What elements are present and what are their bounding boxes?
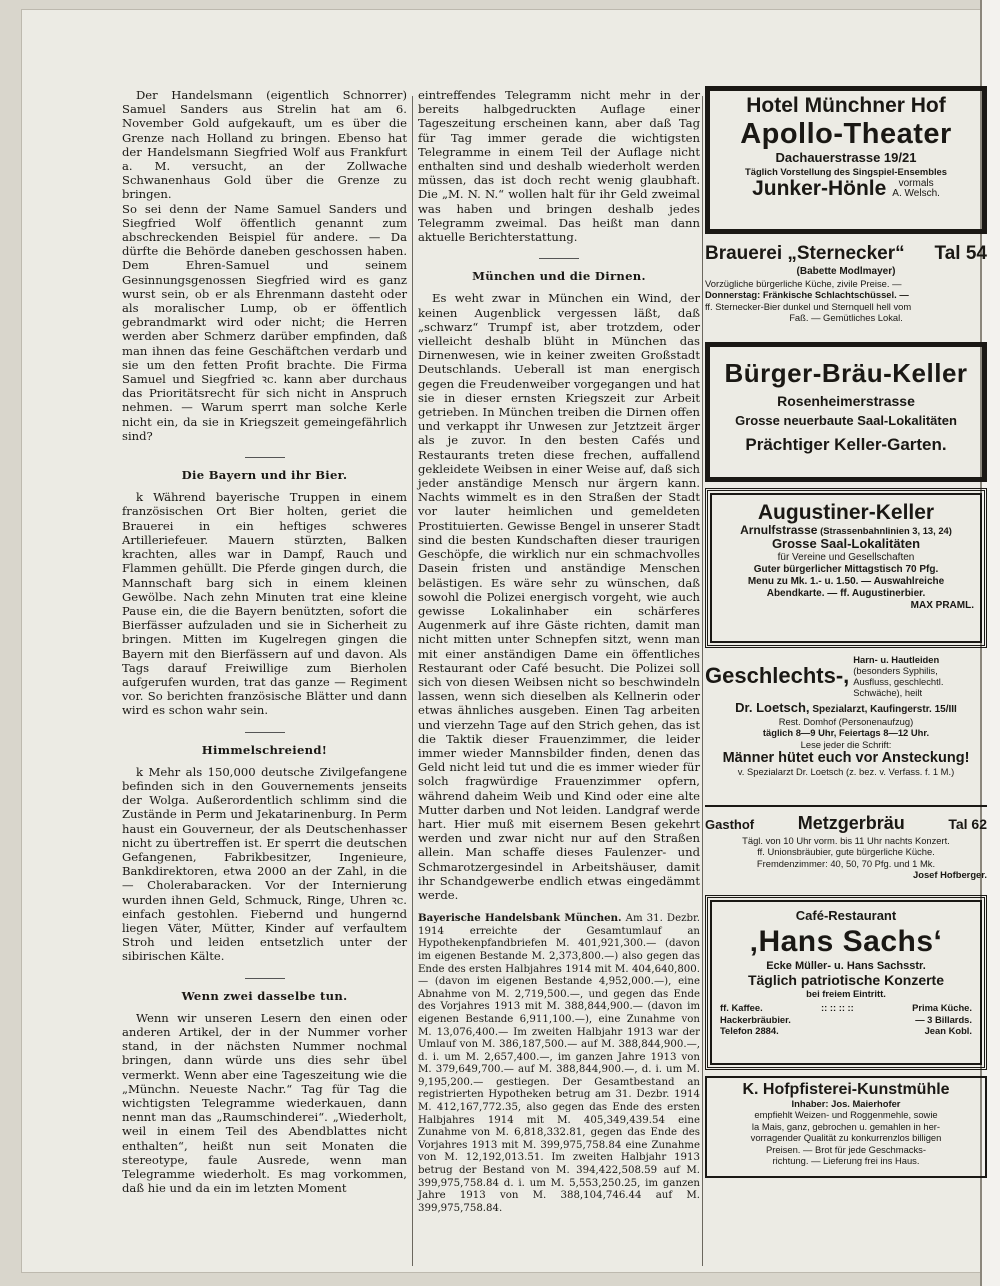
- hotel-owner: Junker-Hönle: [752, 177, 887, 201]
- sachs-name: ‚Hans Sachs‘: [749, 925, 943, 958]
- buerger-street: Rosenheimerstrasse: [777, 393, 915, 409]
- loetsch-side: Ausfluss, geschlechtl.: [853, 676, 944, 687]
- metzger-gasthof: Gasthof: [705, 817, 755, 832]
- ad-metzgerbraeu: [705, 805, 987, 889]
- loetsch-side: (besonders Syphilis,: [853, 665, 938, 676]
- metzger-owner: Josef Hofberger.: [913, 869, 987, 881]
- article-paragraph: Es weht zwar in München ein Wind, der keinen Augenblick vergessen läßt, daß „schwarz“ Trumpf ist, aber trotzdem, oder vielleicht deshalb blüht in München das Dirnenwesen, wie in keiner zweiten Großstadt Deutschlands. Ueberall ist man energisch gegen die Freudenweiber vorgegangen und hat sie in dieser ernsten Kriegszeit zur Arbeit getrieben. In München treiben die Dirnen offen und verkappt ihr Unwesen zur Jetztzeit ärger als je zuvor. In den besten Cafés und Restaurants treten diese frechen, auffallend gekleidete Weibsen in einer Weise auf, daß sich jeder anständige Mensch nur ärgern kann. Nachts wimmelt es in den Straßen der Stadt vor lauter heimlichen und gemeldeten Prostituierten. Gewisse Bengel in unserer Stadt sind die besten Kundschaften dieser traurigen Geschöpfe, die wirklich nur ein schmachvolles Dasein fristen und anständige Menschen belästigen. Es wäre sehr zu wünschen, daß sowohl die Polizei energisch vorgeht, wie auch gewisse Lokalinhaber ein schärferes Augenmerk auf ihre Gäste richten, damit man nicht mitten unter Schnepfen sitzt, wenn man mit einer anständigen Dame ein öffentliches Restaurant oder Café besucht. Die Polizei soll sich von diesen Weibsen nicht so beschwindeln lassen, wenn sich dieselben als Kellnerin oder etwas ähnliches ausgeben. Einen Tag arbeiten und vierzehn Tage auf den Strich gehen, das ist die Taktik dieser Frauenzimmer, die leider immer wieder Mannsbilder finden, denen das Geld nicht leid tut und die es immer wieder für solch fragwürdige Frauenzimmer opfern, während daheim Weib und Kind oder eine alte Mutter darben und Not leiden. Landgraf werde hart. Hier muß mit eisernem Besen gekehrt werden und zwar nicht nur auf den Straßen allein. Man schaffe dieses Faulenzer- und Schmarotzergesindel in Arbeitshäuser, damit ihr Schandgewerbe endlich etwas eingedämmt werde.: [418, 291, 700, 902]
- ad-hofpfisterei: [705, 1076, 987, 1178]
- column-rule: [412, 96, 413, 1266]
- ad-dr-loetsch: [705, 654, 987, 799]
- sternecker-line: Vorzügliche bürgerliche Küche, zivile Preise. —: [705, 278, 902, 289]
- sachs-coffee: ff. Kaffee.: [720, 1002, 763, 1014]
- metzger-name: Metzgerbräu: [797, 813, 905, 833]
- loetsch-side: Harn- u. Hautleiden: [853, 654, 940, 665]
- loetsch-doctor-info: Spezialarzt, Kaufingerstr. 15/III: [812, 704, 957, 715]
- article-paragraph: k Mehr als 150,000 deutsche Zivilgefangene befinden sich in den Gouvernements jenseits der Wolga. Außerordentlich schlimm sind die Zustände in Perm und Jekatarinenburg. In Perm haust ein Gouverneur, der als Deutschenhasser nicht zu übertreffen ist. Er sperrt die deutschen Gefangenen, Fabrikbesitzer, Ingenieure, Bankdirektoren, etwa 2000 an der Zahl, in die — Cholerabaracken. Vor der Internierung wurden ihnen Geld, Schmuck, Ringe, Uhren ꝛc. einfach gestohlen. Fiebernd und hungernd liegen Väter, Mütter, Kinder auf verfaultem Stroh und leiden entsetzlich unter der sibirischen Kälte.: [122, 764, 407, 964]
- sachs-owner: Jean Kobl.: [924, 1025, 972, 1037]
- article-column-1: [122, 88, 407, 1195]
- sternecker-owner: (Babette Modlmayer): [796, 266, 896, 277]
- column-rule: [702, 96, 703, 1266]
- hofpf-name: K. Hofpfisterei-Kunstmühle: [742, 1081, 950, 1098]
- augustiner-line: für Vereine und Gesellschaften: [777, 552, 915, 564]
- hotel-address: Dachauerstrasse 19/21: [775, 150, 917, 165]
- article-heading: Wenn zwei dasselbe tun.: [122, 978, 407, 1003]
- ad-hotel-muenchner-hof: [705, 86, 987, 234]
- augustiner-line: Grosse Saal-Lokalitäten: [771, 536, 921, 552]
- hofpf-line: la Mais, ganz, gebrochen u. gemahlen in her-: [751, 1120, 941, 1132]
- loetsch-title: Geschlechts-,: [705, 663, 850, 688]
- sachs-dots: :: :: :: ::: [821, 1002, 854, 1014]
- article-heading: Himmelschreiend!: [122, 732, 407, 757]
- sternecker-line: ff. Sternecker-Bier dunkel und Sternquell hell vom: [705, 300, 912, 312]
- sachs-kitchen: Prima Küche.: [912, 1002, 972, 1014]
- ad-hans-sachs: [705, 895, 987, 1070]
- hofpf-owner: Inhaber: Jos. Maierhofer: [791, 1098, 901, 1109]
- loetsch-source: v. Spezialarzt Dr. Loetsch (z. bez. v. Verfass. f. 1 M.): [737, 766, 955, 778]
- hofpf-line: richtung. — Lieferung frei ins Haus.: [772, 1155, 920, 1167]
- hotel-info: Täglich Vorstellung des Singspiel-Ensembles: [745, 166, 947, 177]
- article-paragraph: Wenn wir unseren Lesern den einen oder anderen Artikel, der in der Nummer vorher stand, in der nächsten Nummer nochmal bringen, dann würde uns dies sehr übel vermerkt. Wenn aber eine Tageszeitung wie die „Münchn. Neueste Nachr.“ Tag für Tag die wichtigsten Telegramme wiederkauen, dann nennt man das „Raumschinderei“. „Wiederholt, weil in einem Teil des Abendblattes nicht enthalten“, heißt nun seit Monaten die stereotype, faule Ausrede, wenn man Telegramme wiederholt. Es mag vorkommen, daß hie und da ein im letzten Moment: [122, 1010, 407, 1196]
- buerger-line: Prächtiger Keller-Garten.: [745, 435, 947, 454]
- augustiner-line: Menu zu Mk. 1.- u. 1.50. — Auswahlreiche: [747, 576, 945, 588]
- loetsch-slogan: Männer hütet euch vor Ansteckung!: [722, 750, 970, 767]
- augustiner-line: Abendkarte. — ff. Augustinerbier.: [766, 588, 926, 600]
- loetsch-hours: täglich 8—9 Uhr, Feiertags 8—12 Uhr.: [762, 727, 930, 739]
- metzger-line: ff. Unionsbräubier, gute bürgerliche Küche.: [757, 846, 935, 858]
- sternecker-name: Brauerei „Sternecker“: [705, 243, 905, 264]
- bank-notice: [418, 912, 700, 1215]
- article-heading: Die Bayern und ihr Bier.: [122, 457, 407, 482]
- buerger-line: Grosse neuerbaute Saal-Lokalitäten: [735, 413, 957, 428]
- sachs-top: Café-Restaurant: [795, 908, 897, 923]
- sachs-tel: Telefon 2884.: [720, 1025, 779, 1037]
- metzger-line: Fremdenzimmer: 40, 50, 70 Pfg. und 1 Mk.: [756, 857, 936, 869]
- ad-brauerei-sternecker: [705, 240, 987, 336]
- hotel-name: Hotel Münchner Hof: [746, 94, 946, 117]
- article-heading: München und die Dirnen.: [418, 258, 700, 283]
- augustiner-line: Guter bürgerlicher Mittagstisch 70 Pfg.: [753, 564, 939, 576]
- augustiner-tram: (Strassenbahnlinien 3, 13, 24): [820, 525, 952, 536]
- loetsch-doctor: Dr. Loetsch,: [735, 700, 810, 715]
- sachs-beer: Hackerbräubier.: [720, 1013, 791, 1025]
- hofpf-line: vorragender Qualität zu konkurrenzlos billigen: [750, 1132, 942, 1144]
- article-paragraph: So sei denn der Name Samuel Sanders und Siegfried Wolf öffentlich genannt zum abschreckenden Beispiel für andere. — Da dürfte die Behörde daneben geschossen haben. Dem Ehren-Samuel und seinem Gesinnungsgenossen Siegfried wird es ganz wurst sein, ob er als Ehrenmann dasteht oder als moralischer Lump, ob er öffentlich gebrandmarkt wird oder nicht; die Herren werden aber Schmerz darüber empfinden, daß man ihnen das feine Geschäftchen verdarb und sie um den fetten Profit brachte. Die Firma Samuel und Siegfried ꝛc. kann aber durchaus das Prioritätsrecht für sich nicht in Anspruch nehmen. — Warum sperrt man solche Kerle nicht ein, da sie in Kriegszeit gemeingefährlich sind?: [122, 201, 407, 443]
- article-paragraph: eintreffendes Telegramm nicht mehr in der bereits halbgedruckten Auflage einer Tageszeitung erscheinen kann, aber daß Tag für Tag immer gerade die wichtigsten Telegramme in einem Teil der Auflage nicht enthalten sind und deshalb wiederholt werden müssen, das ist doch recht wenig glaubhaft. Die „M. N. N.“ wollen halt für ihr Geld zweimal was haben und bringen deshalb jedes Telegramm zweimal. Das heißt man dann aktuelle Berichterstattung.: [418, 88, 700, 245]
- bank-notice-text: Am 31. Dezbr. 1914 erreichte der Gesamtumlauf an Hypothekenpfandbriefen M. 401,921,300.— (davon im eigenen Bestande M. 2,373,800.—) also gegen das Ende des ersten Halbjahres 1914 mit M. 404,640,800.— (davon im eigenen Bestande 4,952,000.—), eine Abnahme von M. 2,719,500.—, und gegen das Ende des Vorjahres 1913 mit M. 388,844,900.— (davon im eigenen Bestande 6,911,100.—), eine Zunahme von M. 13,076,400.— Im zweiten Halbjahr 1913 war der Umlauf von M. 386,187,500.— auf M. 388,844,900.—, d. i. um M. 2,657,400.—, im ganzen Jahre 1913 von M. 379,649,700.— auf M. 388,844,900.—, d. i. um M. 9,195,200.— gestiegen. Der Gesamtbestand an registrierten Hypotheken betrug am 31. Dezbr. 1914 M. 412,167,772.35, also gegen das Ende des ersten Halbjahres 1914 mit M. 405,349,439.54 eine Zunahme von M. 6,818,332.81, gegen das Ende des Vorjahres 1913 mit M. 399,975,758.84 eine Zunahme von M. 12,192,013.51. Im zweiten Halbjahr 1913 betrug der Bestand von M. 394,422,508.59 auf M. 399,975,758.84 d. i. um M. 5,553,250.25, im ganzen Jahre 1913 von M. 388,104,746.44 auf M. 399,975,758.84.: [418, 913, 700, 1214]
- hotel-formerly: vormals: [898, 178, 934, 190]
- loetsch-side: Schwäche), heilt: [853, 687, 923, 698]
- sternecker-tel: Tal 54: [934, 243, 987, 264]
- augustiner-street: Arnulfstrasse: [740, 523, 818, 537]
- buerger-name: Bürger-Bräu-Keller: [724, 358, 968, 388]
- article-paragraph: k Während bayerische Truppen in einem französischen Ort Bier holten, geriet die Brauerei in ein heftiges schweres Artilleriefeuer. Mauern stürzten, Balken krachten, alles war in Dampf, Rauch und Flammen gehüllt. Die Pferde gingen durch, die Mannschaft barg sich in einem kleinen Gewölbe. Nach zehn Minuten trat eine kleine Pause ein, die die Bayern benützten, sofort die Bierfässer aufzuladen und sie in Sicherheit zu bringen. Mitten im Kugelregen gingen die Bayern mit den Bierfässern auf und davon. Als Tags darauf Freiwillige zum Bierholen aufgerufen wurden, trat das ganze — Regiment vor. So berichten französische Blätter und dann wird es schon wahr sein.: [122, 490, 407, 718]
- sachs-concerts: Täglich patriotische Konzerte: [747, 972, 945, 988]
- article-paragraph: Der Handelsmann (eigentlich Schnorrer) Samuel Sanders aus Strelin hat am 6. November Gold aufgekauft, um es über die Grenze nach Holland zu bringen. Ebenso hat der Handelsmann Siegfried Wolf aus Frankfurt a. M. versucht, an der Zollwache Schwanenhaus Gold über die Grenze zu bringen.: [122, 88, 407, 202]
- augustiner-name: Augustiner-Keller: [757, 501, 935, 524]
- sternecker-line: Donnerstag: Fränkische Schlachtschüssel. —: [705, 289, 909, 301]
- augustiner-owner: MAX PRAML.: [910, 600, 974, 612]
- article-column-2: [418, 88, 700, 1215]
- metzger-line: Tägl. von 10 Uhr vorm. bis 11 Uhr nachts Konzert.: [742, 835, 950, 846]
- hotel-formerly-name: A. Welsch.: [892, 188, 940, 200]
- ad-augustiner-keller: [705, 488, 987, 648]
- hofpf-line: Preisen. — Brot für jede Geschmacks-: [766, 1143, 926, 1155]
- hofpf-line: empfiehlt Weizen- und Roggenmehle, sowie: [754, 1109, 938, 1121]
- loetsch-read: Lese jeder die Schrift:: [800, 738, 892, 750]
- sachs-corner: Ecke Müller- u. Hans Sachsstr.: [766, 960, 926, 972]
- loetsch-rest: Rest. Domhof (Personenaufzug): [778, 716, 914, 727]
- metzger-tel: Tal 62: [948, 816, 987, 832]
- sachs-billards: — 3 Billards.: [915, 1013, 972, 1025]
- advertisement-column: [705, 86, 987, 1184]
- bank-notice-title: Bayerische Handelsbank München.: [418, 912, 622, 925]
- theater-name: Apollo-Theater: [740, 118, 952, 150]
- sachs-free: bei freiem Eintritt.: [806, 988, 886, 999]
- ad-buerger-braeu-keller: [705, 342, 987, 482]
- sternecker-line: Faß. — Gemütliches Lokal.: [789, 312, 903, 324]
